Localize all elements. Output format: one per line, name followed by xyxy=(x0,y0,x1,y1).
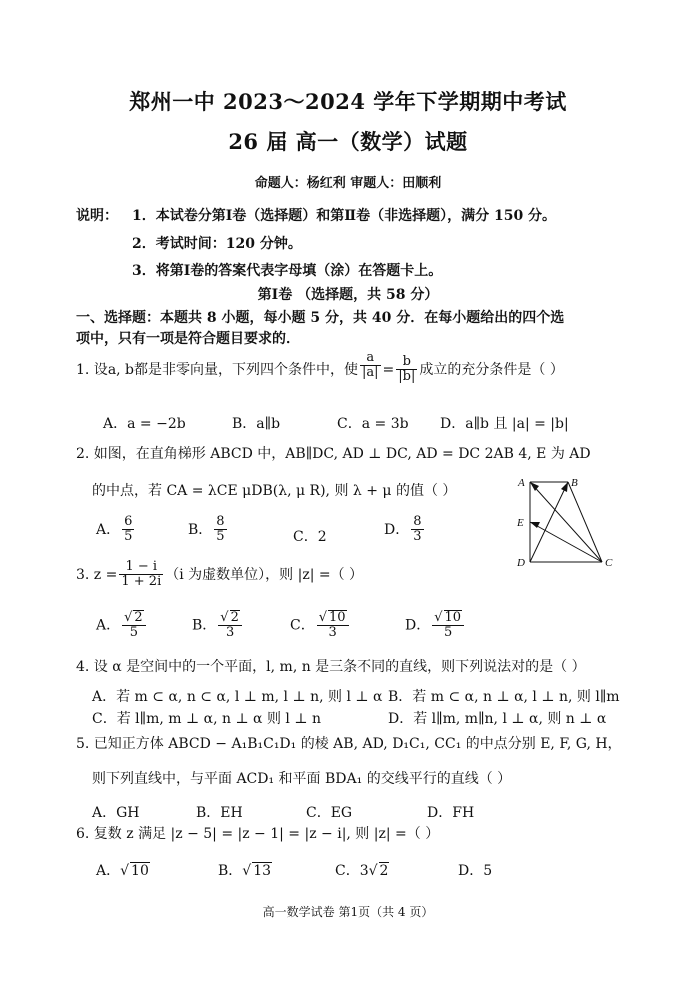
instruction-1: 1．本试卷分第Ⅰ卷（选择题）和第Ⅱ卷（非选择题），满分 150 分。 xyxy=(132,208,557,224)
instruction-2: 2．考试时间：120 分钟。 xyxy=(132,236,302,252)
page-footer: 高一数学试卷 第1页（共 4 页） xyxy=(262,905,434,919)
q2-option-a: A． $\frac{6}{5}$ xyxy=(96,514,133,545)
question-5-line2: 则下列直线中，与平面 ACD₁ 和平面 BDA₁ 的交线平行的直线（ ） xyxy=(92,771,512,787)
instruction-3: 3．将第Ⅰ卷的答案代表字母填（涂）在答题卡上。 xyxy=(132,263,443,279)
q5-option-a: A．GH xyxy=(92,805,140,821)
q2-option-d: D． $\frac{8}{3}$ xyxy=(384,514,422,545)
label-b: B xyxy=(571,477,578,489)
part1-instr-line2: 项中，只有一项是符合题目要求的． xyxy=(76,331,300,347)
q2-trapezoid-figure xyxy=(510,472,630,572)
label-e: E xyxy=(517,517,524,529)
edge-bc xyxy=(568,482,602,562)
q6-option-b: B．√ 13 xyxy=(218,860,272,880)
q2-option-c: C．2 xyxy=(293,529,327,545)
q1-option-d: D．a∥b 且 |a| = |b| xyxy=(440,416,569,432)
question-5-line1: 5. 已知正方体 ABCD − A₁B₁C₁D₁ 的棱 AB, AD, D₁C₁, CC₁ 的中点分别 E, F, G, H， xyxy=(76,736,622,752)
question-4-stem: 4. 设 α 是空间中的一个平面，l, m, n 是三条不同的直线，则下列说法对的是（ ） xyxy=(76,659,586,675)
label-c: C xyxy=(605,557,613,569)
label-a: A xyxy=(518,477,525,489)
exam-title: 郑州一中 2023～2024 学年下学期期中考试 xyxy=(129,89,567,114)
question-2-line1: 2. 如图，在直角梯形 ABCD 中，AB∥DC, AD ⊥ DC, AD = DC 2AB 4, E 为 AD xyxy=(76,446,591,462)
q5-option-c: C．EG xyxy=(306,805,353,821)
q5-option-b: B．EH xyxy=(196,805,243,821)
q4-option-a: A．若 m ⊂ α, n ⊂ α, l ⊥ m, l ⊥ n, 则 l ⊥ α xyxy=(92,689,383,705)
section-title: 第Ⅰ卷 （选择题，共 58 分） xyxy=(257,287,439,303)
q1-option-b: B．a∥b xyxy=(232,416,281,432)
q5-option-d: D．FH xyxy=(427,805,475,821)
q1-option-c: C．a = 3b xyxy=(337,416,409,432)
q6-option-c: C．3√ 2 xyxy=(335,860,389,880)
question-1-stem: 1. 设a, b都是非零向量，下列四个条件中，使 $\frac{a}{|a|}$ = $\frac{b}{|b|}$ 成立的充分条件是（ ） xyxy=(76,350,564,385)
q4-option-b: B．若 m ⊂ α, n ⊥ α, l ⊥ n, 则 l∥m xyxy=(388,689,620,705)
q1-option-a: A．a = −2b xyxy=(103,416,186,432)
arrow-ca xyxy=(530,482,539,491)
vector-ce xyxy=(530,522,602,562)
question-2-line2: 的中点，若 CA = λCE μDB(λ, μ R), 则 λ + μ 的值（ ） xyxy=(92,483,457,499)
q3-option-a: A． √ $\frac{2}{5}$ xyxy=(96,610,148,641)
question-3-stem: 3. z = $\frac{1 - i}{1 + 2i}$ （i 为虚数单位），则 |z| =（ ） xyxy=(76,559,364,590)
q2-option-b: B． $\frac{8}{5}$ xyxy=(188,514,225,545)
q3-option-c: C． √ $\frac{10}{3}$ xyxy=(290,610,351,641)
arrow-db xyxy=(561,482,568,492)
q6-option-d: D．5 xyxy=(458,863,493,879)
q6-option-a: A．√ 10 xyxy=(96,860,150,880)
q4-option-d: D．若 l∥m, m∥n, l ⊥ α, 则 n ⊥ α xyxy=(388,711,607,727)
instructions-label: 说明： xyxy=(76,208,118,224)
exam-subtitle: 26 届 高一（数学）试题 xyxy=(228,129,468,154)
q3-option-b: B． √ $\frac{2}{3}$ xyxy=(192,610,244,641)
q3-option-d: D． √ $\frac{10}{5}$ xyxy=(405,610,466,641)
label-d: D xyxy=(517,557,525,569)
q4-option-c: C．若 l∥m, m ⊥ α, n ⊥ α 则 l ⊥ n xyxy=(92,711,321,727)
part1-instr-line1: 一、选择题：本题共 8 小题，每小题 5 分，共 40 分．在每小题给出的四个选 xyxy=(76,310,565,326)
author-line: 命题人：杨红利 审题人：田顺利 xyxy=(254,176,442,191)
vector-ca xyxy=(530,482,602,562)
question-6-stem: 6. 复数 z 满足 |z − 5| = |z − 1| = |z − i|, 则 |z| =（ ） xyxy=(76,826,440,842)
